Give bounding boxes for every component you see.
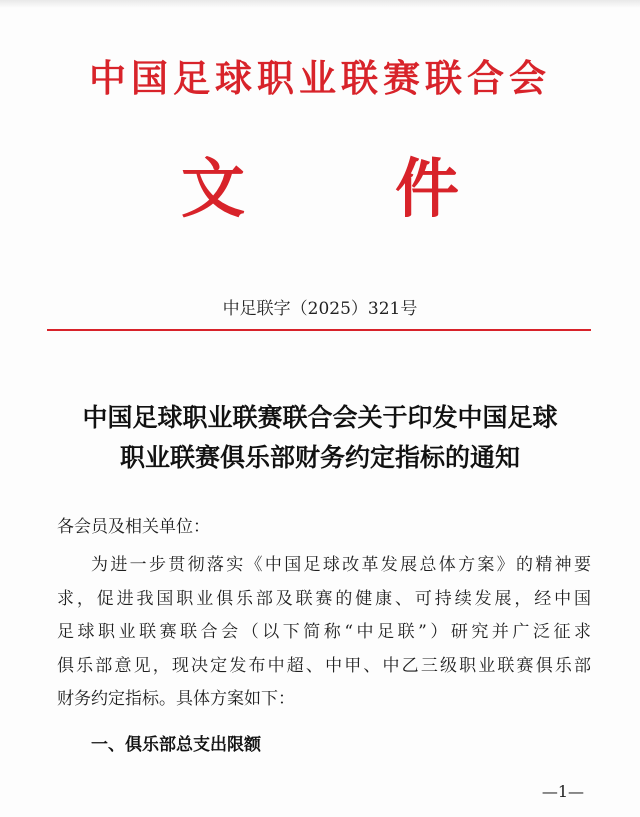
organization-header: 中国足球职业联赛联合会 xyxy=(89,56,551,100)
page-number: —1— xyxy=(541,782,584,801)
red-divider-line xyxy=(47,329,591,331)
document-number: 中足联字（2025）321号 xyxy=(222,299,418,319)
salutation: 各会员及相关单位： xyxy=(57,517,210,537)
notice-title-line-1: 中国足球职业联赛联合会关于印发中国足球 xyxy=(82,403,558,432)
notice-title xyxy=(40,398,600,478)
body-line: 求，促进我国职业俱乐部及联赛的健康、可持续发展，经中国 xyxy=(57,588,591,609)
body-line: 足球职业联赛联合会（以下简称“中足联”）研究并广泛征求 xyxy=(57,622,591,642)
body-line: 财务约定指标。具体方案如下： xyxy=(57,689,295,709)
body-paragraph xyxy=(57,549,591,717)
notice-title-line-2: 职业联赛俱乐部财务约定指标的通知 xyxy=(119,443,520,472)
body-line: 俱乐部意见，现决定发布中超、中甲、中乙三级职业联赛俱乐部 xyxy=(57,655,591,676)
document-word: 文件 xyxy=(181,152,609,227)
body-line: 为进一步贯彻落实《中国足球改革发展总体方案》的精神要 xyxy=(91,555,591,575)
page-top-shadow xyxy=(0,0,640,8)
section-heading: 一、俱乐部总支出限额 xyxy=(91,735,261,755)
